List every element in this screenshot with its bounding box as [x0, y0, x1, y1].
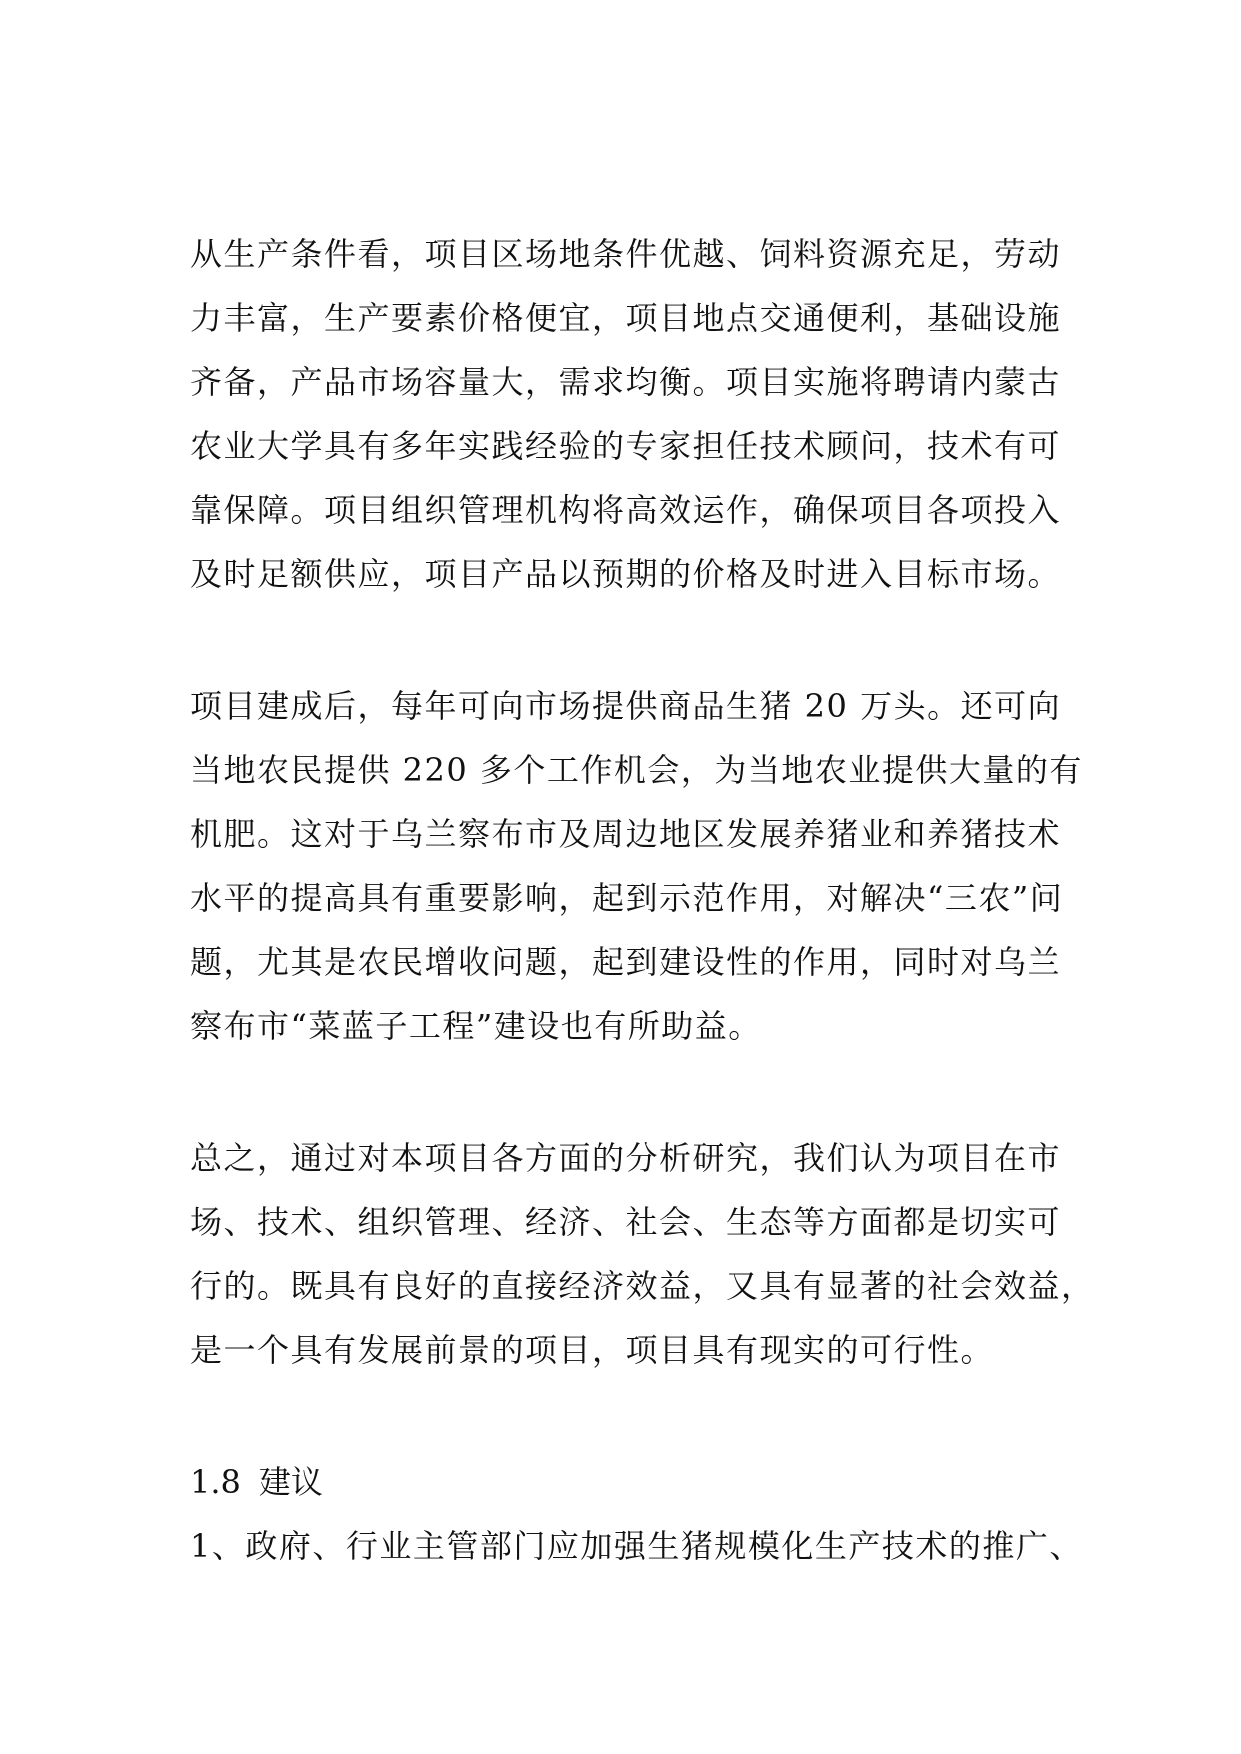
- text-line: 行的。既具有良好的直接经济效益，又具有显著的社会效益，: [190, 1267, 1095, 1305]
- paragraph-conclusion: [190, 1126, 1095, 1382]
- text-line: 从生产条件看，项目区场地条件优越、饲料资源充足，劳动: [190, 235, 1062, 273]
- document-body: [190, 222, 1095, 1578]
- paragraph-project-benefits: [190, 674, 1083, 1058]
- text-line: 齐备，产品市场容量大，需求均衡。项目实施将聘请内蒙古: [190, 363, 1062, 401]
- paragraph-spacer: [190, 1058, 1070, 1126]
- section-heading: [190, 1450, 1070, 1514]
- text-line: 机肥。这对于乌兰察布市及周边地区发展养猪业和养猪技术: [190, 815, 1062, 853]
- section-title: 建议: [258, 1463, 323, 1501]
- recommendation-list: [190, 1514, 1083, 1578]
- text-line: 项目建成后，每年可向市场提供商品生猪 20 万头。还可向: [190, 687, 1062, 725]
- text-line: 场、技术、组织管理、经济、社会、生态等方面都是切实可: [190, 1203, 1062, 1241]
- text-line: 题，尤其是农民增收问题，起到建设性的作用，同时对乌兰: [190, 943, 1062, 981]
- text-line: 是一个具有发展前景的项目，项目具有现实的可行性。: [190, 1331, 995, 1369]
- paragraph-spacer: [190, 1382, 1070, 1450]
- text-line: 总之，通过对本项目各方面的分析研究，我们认为项目在市: [190, 1139, 1062, 1177]
- section-number: 1.8: [190, 1463, 241, 1501]
- paragraph-spacer: [190, 606, 1070, 674]
- paragraph-production-conditions: [190, 222, 1070, 606]
- text-line: 当地农民提供 220 多个工作机会，为当地农业提供大量的有: [190, 751, 1083, 789]
- text-line: 农业大学具有多年实践经验的专家担任技术顾问，技术有可: [190, 427, 1062, 465]
- list-item: 1、政府、行业主管部门应加强生猪规模化生产技术的推广、: [190, 1527, 1083, 1565]
- text-line: 靠保障。项目组织管理机构将高效运作，确保项目各项投入: [190, 491, 1062, 529]
- text-line: 力丰富，生产要素价格便宜，项目地点交通便利，基础设施: [190, 299, 1062, 337]
- text-line: 及时足额供应，项目产品以预期的价格及时进入目标市场。: [190, 555, 1062, 593]
- text-line: 水平的提高具有重要影响，起到示范作用，对解决“三农”问: [190, 879, 1064, 917]
- text-line: 察布市“菜蓝子工程”建设也有所助益。: [190, 1007, 762, 1045]
